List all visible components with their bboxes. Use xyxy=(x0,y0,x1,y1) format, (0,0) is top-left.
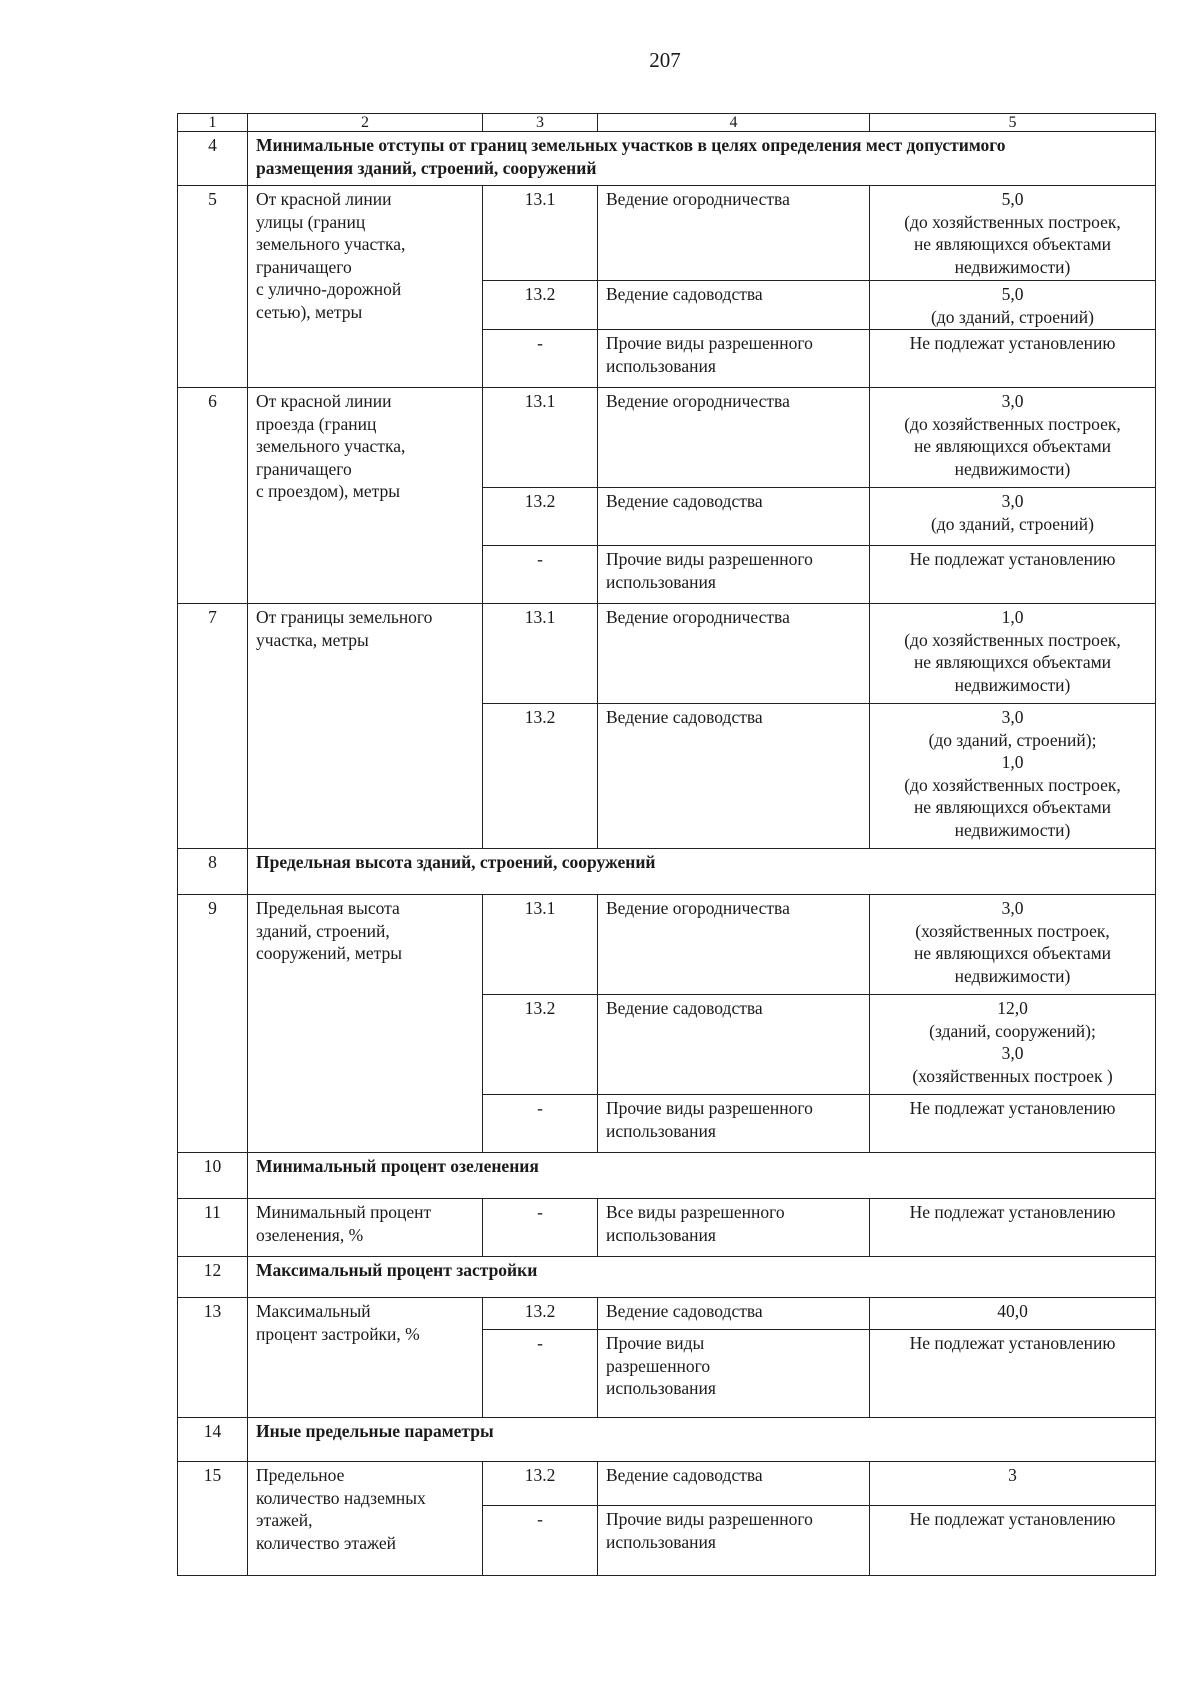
use-type xyxy=(598,1199,870,1257)
use-type-line: использования xyxy=(606,571,716,592)
parameter-value xyxy=(870,388,1156,488)
parameter-value-line: Не подлежат установлению xyxy=(909,1202,1116,1222)
table-row xyxy=(178,895,1156,995)
table-row xyxy=(178,1462,1156,1506)
parameter-value-line: Не подлежат установлению xyxy=(909,1333,1116,1353)
header-row xyxy=(178,114,1156,132)
parameter-value-line: (до зданий, строений); xyxy=(928,729,1097,750)
use-code: 13.2 xyxy=(483,1462,598,1506)
parameter-value-line: недвижимости) xyxy=(954,674,1071,695)
parameter-value xyxy=(870,895,1156,995)
use-type xyxy=(598,488,870,546)
parameter-value-line: Не подлежат установлению xyxy=(909,1509,1116,1529)
use-type-line: Прочие виды xyxy=(606,1333,705,1353)
use-code: 13.2 xyxy=(483,1298,598,1330)
table-body xyxy=(178,114,1156,1576)
use-type xyxy=(598,604,870,704)
use-type-line: Ведение огородничества xyxy=(606,391,790,411)
parameter-value-line: (до хозяйственных построек, xyxy=(904,629,1121,650)
parameter-value xyxy=(870,281,1156,330)
table-row xyxy=(178,1199,1156,1257)
parameter-value-line: (до хозяйственных построек, xyxy=(904,211,1121,232)
use-code: 13.2 xyxy=(483,488,598,546)
use-code: - xyxy=(483,1095,598,1153)
parameter-value xyxy=(870,995,1156,1095)
row-number: 6 xyxy=(178,388,248,604)
use-type xyxy=(598,281,870,330)
use-type-line: Ведение огородничества xyxy=(606,607,790,627)
use-type xyxy=(598,388,870,488)
section-title: Минимальный процент озеленения xyxy=(248,1153,1156,1199)
parameter-value-line: 3,0 xyxy=(1001,491,1024,511)
use-code: - xyxy=(483,1506,598,1576)
parameter-value-line: (хозяйственных построек ) xyxy=(912,1065,1113,1086)
use-type xyxy=(598,895,870,995)
parameter-value xyxy=(870,704,1156,849)
use-type xyxy=(598,1462,870,1506)
section-row xyxy=(178,132,1156,186)
regulations-table-wrapper xyxy=(177,113,1155,1576)
use-type xyxy=(598,1298,870,1330)
parameter-name-line: От красной линии xyxy=(256,189,392,209)
header-cell: 5 xyxy=(870,114,1156,132)
use-code: 13.2 xyxy=(483,281,598,330)
parameter-value-line: 12,0 xyxy=(997,998,1028,1018)
row-number: 8 xyxy=(178,849,248,895)
section-title: Предельная высота зданий, строений, сооружений xyxy=(248,849,1156,895)
section-row xyxy=(178,1257,1156,1298)
use-type-line: Ведение огородничества xyxy=(606,898,790,918)
use-type-line: Ведение садоводства xyxy=(606,284,763,304)
parameter-value-line: (до зданий, строений) xyxy=(930,513,1094,534)
table-row xyxy=(178,186,1156,281)
use-code: - xyxy=(483,546,598,604)
use-code: 13.2 xyxy=(483,704,598,849)
header-cell: 3 xyxy=(483,114,598,132)
parameter-name-line: Максимальный xyxy=(256,1301,371,1321)
parameter-name xyxy=(248,388,483,604)
use-code: 13.2 xyxy=(483,995,598,1095)
use-type-line: Ведение садоводства xyxy=(606,707,763,727)
parameter-value-line: 3,0 xyxy=(1001,707,1024,727)
header-cell: 4 xyxy=(598,114,870,132)
parameter-name-line: улицы (границ xyxy=(256,211,366,232)
row-number: 14 xyxy=(178,1418,248,1462)
use-type-line: Ведение садоводства xyxy=(606,491,763,511)
parameter-value-line: 40,0 xyxy=(997,1301,1028,1321)
parameter-name-line: количество надземных xyxy=(256,1487,426,1508)
row-number: 11 xyxy=(178,1199,248,1257)
parameter-name-line: Предельное xyxy=(256,1465,345,1485)
table-row xyxy=(178,604,1156,704)
use-type-line: Ведение садоводства xyxy=(606,1301,763,1321)
use-code: 13.1 xyxy=(483,388,598,488)
parameter-value-line: 1,0 xyxy=(1001,607,1024,627)
use-code: - xyxy=(483,1199,598,1257)
parameter-value-line: не являющихся объектами xyxy=(913,436,1112,456)
parameter-value xyxy=(870,604,1156,704)
table-row xyxy=(178,388,1156,488)
use-code: 13.1 xyxy=(483,604,598,704)
use-type xyxy=(598,1506,870,1576)
use-type xyxy=(598,546,870,604)
row-number: 15 xyxy=(178,1462,248,1576)
parameter-value-line: не являющихся объектами xyxy=(913,234,1112,254)
parameter-value-line: не являющихся объектами xyxy=(913,797,1112,817)
use-type-line: Прочие виды разрешенного xyxy=(606,333,813,353)
parameter-value-line: Не подлежат установлению xyxy=(909,549,1116,569)
use-type xyxy=(598,995,870,1095)
parameter-value-line: недвижимости) xyxy=(954,256,1071,277)
use-type-line: использования xyxy=(606,1224,716,1245)
parameter-value xyxy=(870,186,1156,281)
parameter-name-line: земельного участка, xyxy=(256,234,406,254)
use-type xyxy=(598,186,870,281)
row-number: 12 xyxy=(178,1257,248,1298)
header-cell: 1 xyxy=(178,114,248,132)
use-type xyxy=(598,1095,870,1153)
parameter-name-line: зданий, строений, xyxy=(256,920,390,941)
parameter-name-line: От границы земельного xyxy=(256,607,433,627)
parameter-value-line: Не подлежат установлению xyxy=(909,333,1116,353)
parameter-value-line: не являющихся объектами xyxy=(913,943,1112,963)
use-code: - xyxy=(483,330,598,388)
parameter-value-line: недвижимости) xyxy=(954,819,1071,840)
parameter-value xyxy=(870,1298,1156,1330)
use-type-line: использования xyxy=(606,1378,716,1398)
section-title: Максимальный процент застройки xyxy=(248,1257,1156,1298)
parameter-value xyxy=(870,1199,1156,1257)
parameter-name-line: Предельная высота xyxy=(256,898,400,918)
parameter-name-line: участка, метры xyxy=(256,629,369,650)
parameter-name-line: Минимальный процент xyxy=(256,1202,432,1222)
page-number: 207 xyxy=(649,48,681,72)
parameter-name-line: количество этажей xyxy=(256,1532,397,1553)
section-title-line: размещения зданий, строений, сооружений xyxy=(256,157,597,178)
section-title: Иные предельные параметры xyxy=(248,1418,1156,1462)
parameter-value xyxy=(870,1462,1156,1506)
parameter-name-line: проезда (границ xyxy=(256,413,377,434)
parameter-value xyxy=(870,546,1156,604)
use-type-line: использования xyxy=(606,355,716,376)
use-type-line: Ведение огородничества xyxy=(606,189,790,209)
section-row xyxy=(178,849,1156,895)
use-type-line: использования xyxy=(606,1120,716,1141)
use-type-line: использования xyxy=(606,1531,716,1552)
parameter-value xyxy=(870,1095,1156,1153)
parameter-value-line: (до зданий, строений) xyxy=(930,306,1094,327)
table-row xyxy=(178,1298,1156,1330)
parameter-value-line: недвижимости) xyxy=(954,458,1071,479)
parameter-name xyxy=(248,1199,483,1257)
parameter-value-line: недвижимости) xyxy=(954,965,1071,986)
section-title xyxy=(248,132,1156,186)
parameter-name-line: с улично-дорожной xyxy=(256,279,402,299)
section-title-line: Минимальные отступы от границ земельных участков в целях определения мест допустимого xyxy=(256,135,1006,155)
use-type-line: Прочие виды разрешенного xyxy=(606,549,813,569)
parameter-value-line: 1,0 xyxy=(1001,752,1024,772)
parameter-name xyxy=(248,1462,483,1576)
parameter-value-line: (до хозяйственных построек, xyxy=(904,413,1121,434)
parameter-value-line: 3,0 xyxy=(1001,898,1024,918)
use-type-line: Ведение садоводства xyxy=(606,1465,763,1485)
parameter-name xyxy=(248,895,483,1153)
parameter-value xyxy=(870,488,1156,546)
parameter-name-line: земельного участка, xyxy=(256,436,406,456)
parameter-value-line: (хозяйственных построек, xyxy=(915,920,1110,941)
parameter-name-line: озеленения, % xyxy=(256,1224,364,1245)
use-code: 13.1 xyxy=(483,186,598,281)
use-type-line: Ведение садоводства xyxy=(606,998,763,1018)
parameter-name xyxy=(248,186,483,388)
parameter-name xyxy=(248,604,483,849)
parameter-name-line: этажей, xyxy=(256,1510,313,1530)
parameter-name-line: От красной линии xyxy=(256,391,392,411)
row-number: 7 xyxy=(178,604,248,849)
parameter-name-line: сооружений, метры xyxy=(256,943,402,963)
parameter-value-line: 3,0 xyxy=(1001,1043,1024,1063)
parameter-value-line: Не подлежат установлению xyxy=(909,1098,1116,1118)
parameter-name xyxy=(248,1298,483,1418)
parameter-value-line: 5,0 xyxy=(1001,189,1024,209)
parameter-value-line: не являющихся объектами xyxy=(913,652,1112,672)
row-number: 9 xyxy=(178,895,248,1153)
parameter-name-line: граничащего xyxy=(256,256,352,277)
parameter-value-line: (до хозяйственных построек, xyxy=(904,774,1121,795)
use-type-line: разрешенного xyxy=(606,1355,711,1376)
parameter-name-line: сетью), метры xyxy=(256,301,363,322)
regulations-table xyxy=(177,113,1156,1576)
parameter-value-line: 5,0 xyxy=(1001,284,1024,304)
use-type xyxy=(598,704,870,849)
use-type xyxy=(598,1330,870,1418)
parameter-value-line: (зданий, сооружений); xyxy=(929,1020,1096,1041)
parameter-name-line: процент застройки, % xyxy=(256,1323,420,1344)
section-row xyxy=(178,1418,1156,1462)
row-number: 13 xyxy=(178,1298,248,1418)
use-type-line: Все виды разрешенного xyxy=(606,1202,785,1222)
row-number: 5 xyxy=(178,186,248,388)
use-type-line: Прочие виды разрешенного xyxy=(606,1098,813,1118)
use-code: - xyxy=(483,1330,598,1418)
parameter-name-line: с проездом), метры xyxy=(256,481,400,501)
use-type xyxy=(598,330,870,388)
use-code: 13.1 xyxy=(483,895,598,995)
parameter-value-line: 3 xyxy=(1008,1465,1017,1485)
row-number: 10 xyxy=(178,1153,248,1199)
parameter-name-line: граничащего xyxy=(256,458,352,479)
row-number: 4 xyxy=(178,132,248,186)
section-row xyxy=(178,1153,1156,1199)
use-type-line: Прочие виды разрешенного xyxy=(606,1509,813,1529)
header-cell: 2 xyxy=(248,114,483,132)
parameter-value-line: 3,0 xyxy=(1001,391,1024,411)
parameter-value xyxy=(870,1330,1156,1418)
parameter-value xyxy=(870,1506,1156,1576)
parameter-value xyxy=(870,330,1156,388)
